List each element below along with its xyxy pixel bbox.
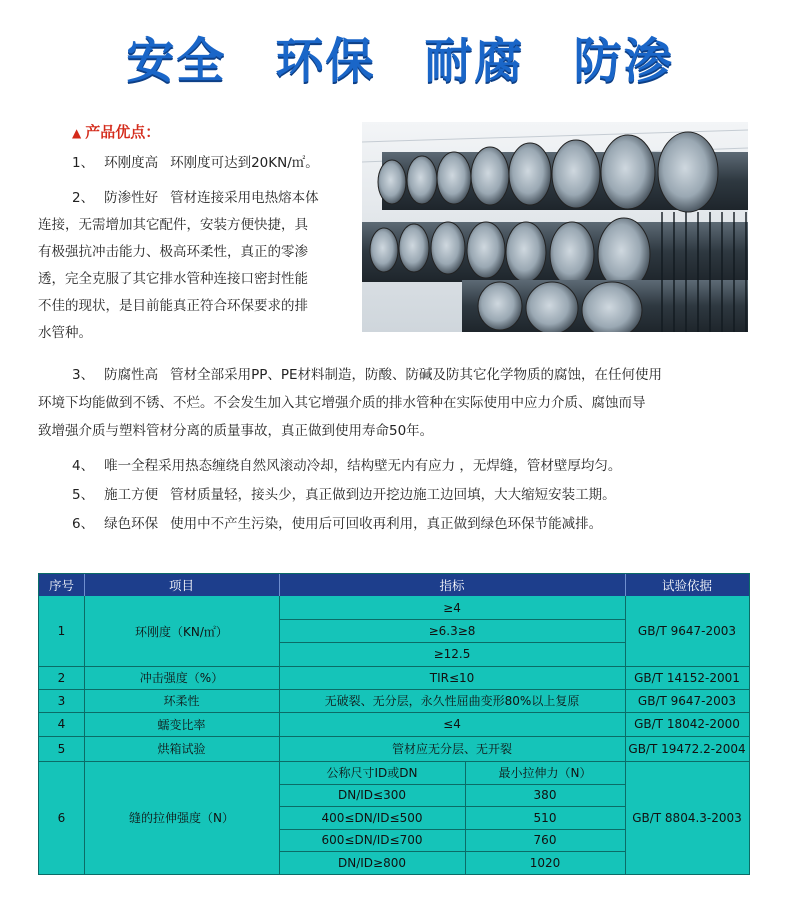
row-item: 缝的拉伸强度（N） — [129, 811, 234, 825]
sub-cell: DN/ID≥800 — [338, 855, 406, 870]
headline-word: 环保 — [275, 33, 376, 89]
sub-header: 公称尺寸ID或DN — [326, 766, 418, 780]
header-item: 项目 — [168, 578, 194, 593]
row-no: 5 — [57, 741, 66, 756]
spec-table — [38, 573, 750, 875]
headline-word: 耐腐 — [424, 33, 525, 89]
row-no: 2 — [57, 670, 66, 685]
row-no: 1 — [57, 624, 66, 638]
item-text: 唯一全程采用热态缠绕自然风滚动冷却，结构壁无内有应力 ，无焊缝，管材壁厚均匀。 — [104, 458, 622, 474]
item-text-line: 有极强抗冲击能力、极高环柔性，真正的零渗 — [38, 244, 308, 260]
row-basis: GB/T 8804.3-2003 — [632, 810, 742, 825]
header-basis: 试验依据 — [661, 578, 712, 593]
headline — [0, 22, 800, 91]
item-text-line: 环境下均能做到不锈、不烂。不会发生加入其它增强介质的排水管种在实际使用中应力介质、腐蚀而导 — [38, 395, 646, 411]
row-item: 冲击强度（%） — [139, 671, 224, 685]
item-label: 环刚度高 — [104, 155, 159, 171]
item-label: 防渗性好 — [104, 190, 159, 206]
item-text: 环刚度可达到20KN/㎡。 — [170, 155, 319, 171]
advantage-item-6 — [72, 512, 602, 536]
headline-word: 防渗 — [573, 33, 674, 89]
item-text-line: 透，完全克服了其它排水管种连接口密封性能 — [38, 271, 308, 287]
item-text-line: 水管种。 — [38, 325, 92, 341]
table-header — [39, 574, 749, 596]
item-number: 6、 — [72, 516, 95, 532]
sub-cell: 380 — [533, 788, 557, 802]
pipe-photo — [362, 122, 748, 332]
item-number: 3、 — [72, 367, 95, 383]
item-label: 防腐性高 — [104, 367, 159, 383]
item-number: 2、 — [72, 190, 95, 206]
headline-word: 安全 — [126, 33, 227, 89]
item-number: 4、 — [72, 458, 95, 474]
sub-cell: 600≤DN/ID≤700 — [321, 833, 423, 847]
item-text: 使用中不产生污染，使用后可回收再利用，真正做到绿色环保节能减排。 — [170, 516, 603, 532]
item-text-line: 连接，无需增加其它配件，安装方便快捷，具 — [38, 217, 308, 233]
advantage-item-4 — [72, 454, 621, 478]
row-no: 4 — [57, 717, 66, 731]
row-value: TIR≤10 — [429, 670, 475, 685]
row-basis: GB/T 9647-2003 — [637, 693, 737, 708]
row-no: 6 — [57, 810, 66, 825]
item-text-line: 不佳的现状，是目前能真正符合环保要求的排 — [38, 298, 308, 314]
advantage-item-1 — [72, 151, 319, 175]
sub-cell: DN/ID≤300 — [338, 788, 406, 802]
pipe-stack-illustration — [362, 122, 748, 332]
row-value: ≥12.5 — [433, 647, 471, 661]
row-item: 环柔性 — [163, 694, 200, 708]
sub-header: 最小拉伸力（N） — [498, 766, 592, 780]
sub-cell: 760 — [533, 833, 557, 847]
row-basis: GB/T 14152-2001 — [634, 670, 740, 685]
row-item: 环刚度（KN/㎡） — [135, 624, 228, 639]
advantages-title — [72, 121, 160, 142]
advantage-item-5 — [72, 483, 616, 507]
row-basis: GB/T 19472.2-2004 — [628, 741, 746, 756]
item-text: 管材质量轻，接头少，真正做到边开挖边施工边回填，大大缩短安装工期。 — [170, 487, 616, 503]
item-number: 1、 — [72, 155, 95, 171]
row-item: 烘箱试验 — [157, 742, 206, 756]
item-text-line: 致增强介质与塑料管材分离的质量事故，真正做到使用寿命50年。 — [38, 423, 434, 439]
item-text: 管材全部采用PP、PE材料制造，防酸、防碱及防其它化学物质的腐蚀，在任何使用 — [170, 367, 663, 383]
row-value: ≥4 — [443, 600, 461, 615]
advantage-item-2 — [72, 186, 319, 210]
header-index: 指标 — [439, 578, 465, 593]
item-label: 施工方便 — [104, 487, 159, 503]
sub-cell: 510 — [533, 810, 557, 825]
advantages-title-text: 产品优点： — [85, 123, 161, 141]
header-no: 序号 — [48, 578, 74, 593]
sub-cell: 400≤DN/ID≤500 — [321, 810, 423, 825]
item-number: 5、 — [72, 487, 95, 503]
triangle-icon: ▲ — [72, 126, 82, 140]
row-basis: GB/T 18042-2000 — [634, 717, 740, 731]
row-item: 蠕变比率 — [157, 717, 206, 732]
row-basis: GB/T 9647-2003 — [637, 624, 737, 638]
row-value: ≥6.3≥8 — [428, 623, 476, 638]
advantage-item-3 — [72, 363, 662, 387]
sub-cell: 1020 — [529, 855, 561, 870]
row-no: 3 — [57, 693, 66, 708]
item-label: 绿色环保 — [104, 516, 159, 532]
row-value: 无破裂、无分层，永久性屈曲变形80%以上复原 — [324, 694, 580, 708]
row-value: ≤4 — [443, 717, 461, 731]
item-text: 管材连接采用电热熔本体 — [170, 190, 319, 206]
row-value: 管材应无分层、无开裂 — [391, 742, 512, 756]
